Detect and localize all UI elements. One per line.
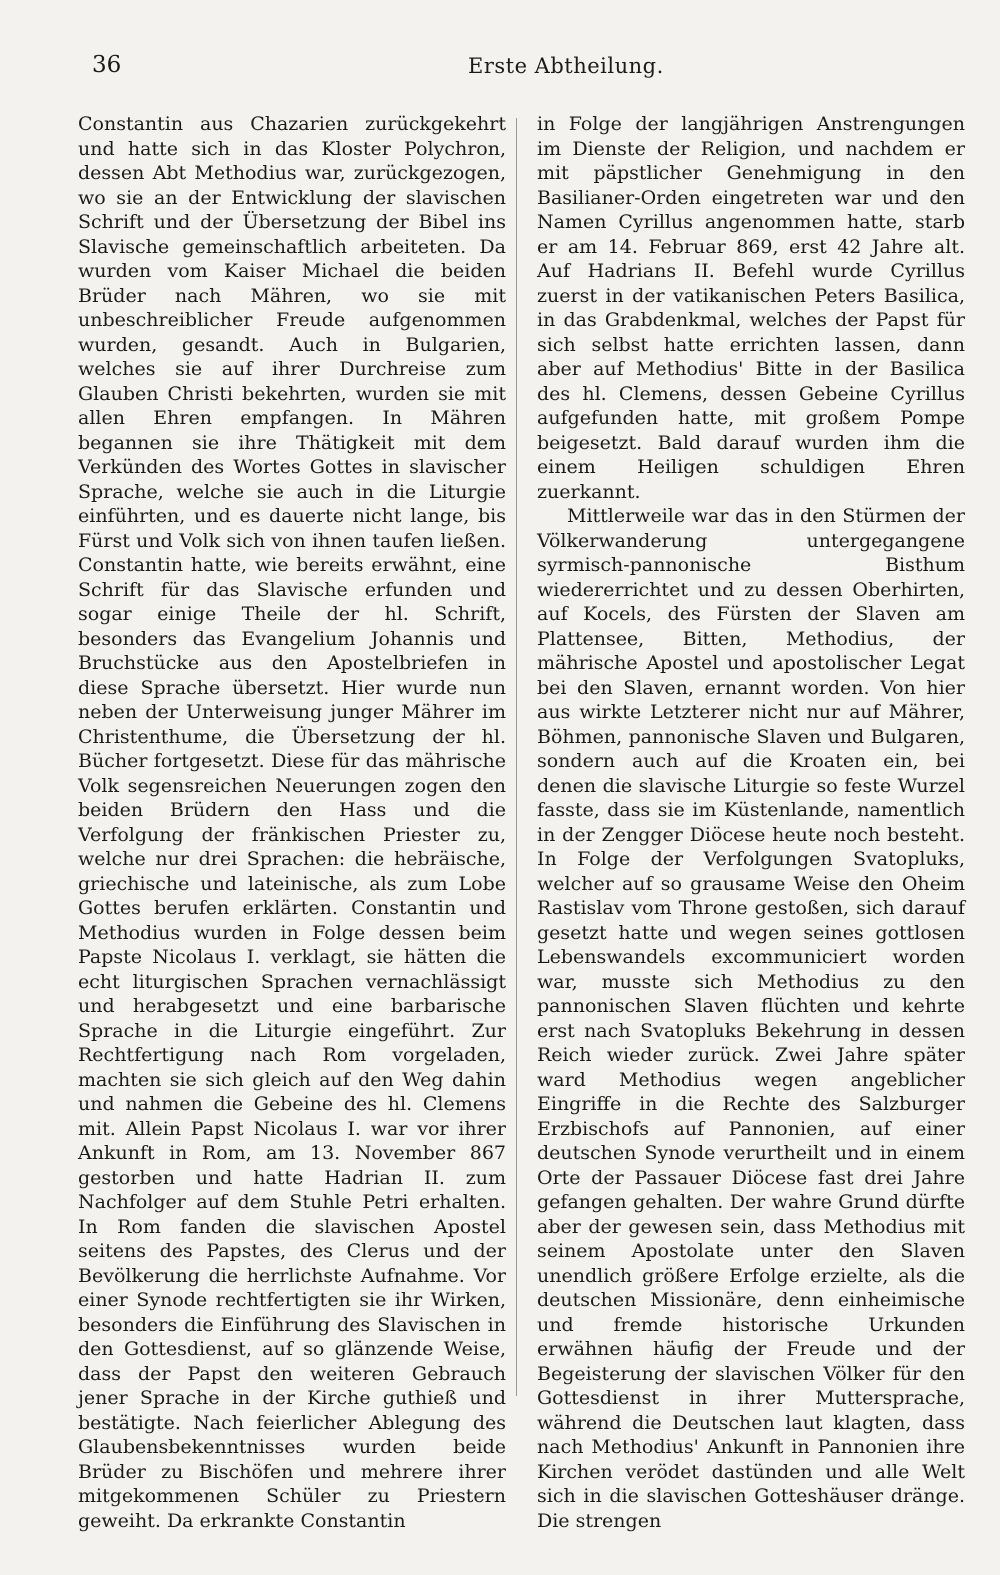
column-divider [516, 118, 517, 1396]
right-column-paragraph-1: in Folge der langjährigen Anstrengungen im Dienste der Religion, und nachdem er mit päpstlicher Genehmigung in den Basilianer-Orden eingetreten war und den Namen Cyrillus angenommen hatte, starb er am 14. Februar 869, erst 42 Jahre alt. Auf Hadrians II. Befehl wurde Cyrillus zuerst in der vatikanischen Peters Basilica, in das Grabdenkmal, welches der Papst für sich selbst hatte errichten lassen, dann aber auf Methodius' Bitte in der Basilica des hl. Clemens, dessen Gebeine Cyrillus aufgefunden hatte, mit großem Pompe beigesetzt. Bald darauf wurden ihm die einem Heiligen schuldigen Ehren zuerkannt. [537, 113, 965, 503]
left-column [78, 112, 506, 1532]
right-column [537, 112, 965, 1532]
left-column-text: Constantin aus Chazarien zurückgekehrt und hatte sich in das Kloster Polychron, dessen Abt Methodius war, zurückgezogen, wo sie an der Entwicklung der slavischen Schrift und der Übersetzung der Bibel ins Slavische gemeinschaftlich arbeiteten. Da wurden vom Kaiser Michael die beiden Brüder nach Mähren, wo sie mit unbeschreiblicher Freude aufgenommen wurden, gesandt. Auch in Bulgarien, welches sie auf ihrer Durchreise zum Glauben Christi bekehrten, wurden sie mit allen Ehren empfangen. In Mähren begannen sie ihre Thätigkeit mit dem Verkünden des Wortes Gottes in slavischer Sprache, welche sie auch in die Liturgie einführten, und es dauerte nicht lange, bis Fürst und Volk sich von ihnen taufen ließen. Constantin hatte, wie bereits erwähnt, eine Schrift für das Slavische erfunden und sogar einige Theile der hl. Schrift, besonders das Evangelium Johannis und Bruchstücke aus den Apostelbriefen in diese Sprache übersetzt. Hier wurde nun neben der Unterweisung junger Mährer im Christenthume, die Übersetzung der hl. Bücher fortgesetzt. Diese für das mährische Volk segensreichen Neuerungen zogen den beiden Brüdern den Hass und die Verfolgung der fränkischen Priester zu, welche nur drei Sprachen: die hebräische, griechische und lateinische, als zum Lobe Gottes berufen erklärten. Constantin und Methodius wurden in Folge dessen beim Papste Nicolaus I. verklagt, sie hätten die echt liturgischen Sprachen vernachlässigt und herabgesetzt und eine barbarische Sprache in die Liturgie eingeführt. Zur Rechtfertigung nach Rom vorgeladen, machten sie sich gleich auf den Weg dahin und nahmen die Gebeine des hl. Clemens mit. Allein Papst Nicolaus I. war vor ihrer Ankunft in Rom, am 13. November 867 gestorben und hatte Hadrian II. zum Nachfolger auf dem Stuhle Petri erhalten. In Rom fanden die slavischen Apostel seitens des Papstes, des Clerus und der Bevölkerung die herrlichste Aufnahme. Vor einer Synode rechtfertigten sie ihr Wirken, besonders die Einführung des Slavischen in den Gottesdienst, auf so glänzende Weise, dass der Papst den weiteren Gebrauch jener Sprache in der Kirche guthieß und bestätigte. Nach feierlicher Ablegung des Glaubensbekenntnisses wurden beide Brüder zu Bischöfen und mehrere ihrer mitgekommenen Schüler zu Priestern geweiht. Da erkrankte Constantin [78, 113, 506, 1532]
right-column-paragraph-2: Mittlerweile war das in den Stürmen der Völkerwanderung untergegangene syrmisch-pannonische Bisthum wiedererrichtet und zu dessen Oberhirten, auf Kocels, des Fürsten der Slaven am Plattensee, Bitten, Methodius, der mährische Apostel und apostolischer Legat bei den Slaven, ernannt worden. Von hier aus wirkte Letzterer nicht nur auf Mährer, Böhmen, pannonische Slaven und Bulgaren, sondern auch auf die Kroaten ein, bei denen die slavische Liturgie so feste Wurzel fasste, dass sie im Küstenlande, namentlich in der Zengger Diöcese heute noch besteht. In Folge der Verfolgungen Svatopluks, welcher auf so grausame Weise den Oheim Rastislav vom Throne gestoßen, sich darauf gesetzt hatte und wegen seines gottlosen Lebenswandels excommuniciert worden war, musste sich Methodius zu den pannonischen Slaven flüchten und kehrte erst nach Svatopluks Bekehrung in dessen Reich wieder zurück. Zwei Jahre später ward Methodius wegen angeblicher Eingriffe in die Rechte des Salzburger Erzbischofs auf Pannonien, auf einer deutschen Synode verurtheilt und in einem Orte der Passauer Diöcese fast drei Jahre gefangen gehalten. Der wahre Grund dürfte aber der gewesen sein, dass Methodius mit seinem Apostolate unter den Slaven unendlich größere Erfolge erzielte, als die deutschen Missionäre, denn einheimische und fremde historische Urkunden erwähnen häufig der Freude und der Begeisterung der slavischen Völker für den Gottesdienst in ihrer Muttersprache, während die Deutschen laut klagten, dass nach Methodius' Ankunft in Pannonien ihre Kirchen verödet dastünden und alle Welt sich in die slavischen Gotteshäuser dränge. Die strengen [537, 505, 965, 1532]
section-title: Erste Abtheilung. [468, 54, 664, 78]
running-head [0, 52, 1000, 86]
page-number: 36 [92, 52, 122, 78]
